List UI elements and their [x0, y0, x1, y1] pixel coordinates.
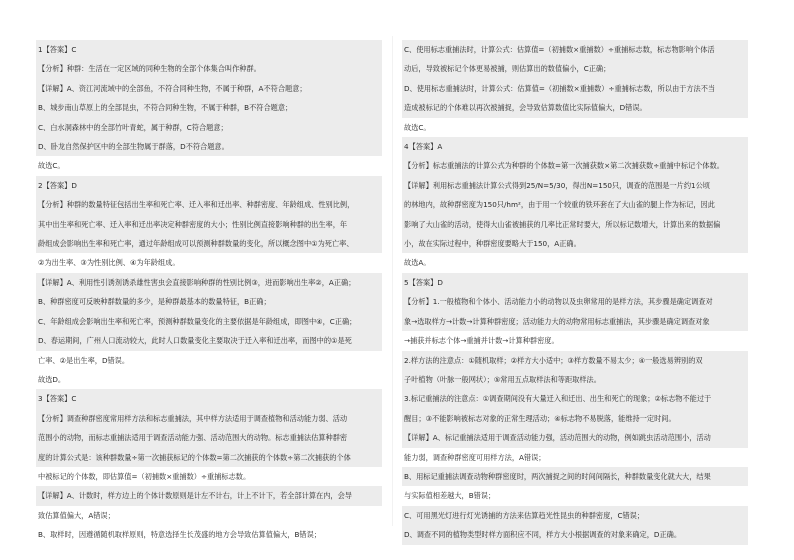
text-line: 【详解】A、计数时，样方边上的个体计数原则是计左不计右，计上不计下，若全部计算在内，会导: [36, 486, 382, 505]
text-line: 子叶植物（叶脉一般网状）；⑤常用五点取样法和等距取样法。: [402, 370, 748, 389]
text-line: 【分析】1.一般植物和个体小、活动能力小的动物以及虫卵常用的是样方法，其步骤是确定调查对: [402, 292, 748, 311]
column-divider: [392, 36, 393, 526]
text-line: 2.样方法的注意点：①随机取样；②样方大小适中；③样方数量不易太少；④一般选易辨别的双: [402, 351, 748, 370]
text-line: 能力弱，调查种群密度可用样方法，A错误；: [404, 452, 546, 462]
text-line: B、城步南山草原上的全部昆虫，不符合同种生物，不属于种群，B不符合题意；: [36, 98, 382, 117]
text-line: 【分析】标志重捕法的计算公式为种群的个体数=第一次捕获数×第二次捕获数÷重捕中标记个体数。: [402, 156, 748, 175]
text-line: D、春运期间，广州人口流动较大，此时人口数量变化主要取决于迁入率和迁出率，而图中的①是死: [36, 331, 382, 350]
text-line: 2【答案】D: [36, 176, 382, 195]
text-line: 造成被标记的个体难以再次被捕捉，会导致估算数值比实际值偏大，D错误。: [402, 98, 748, 117]
text-line: C、白水洞森林中的全部竹叶青蛇，属于种群，C符合题意；: [36, 118, 382, 137]
right-column: [402, 40, 748, 545]
text-line: D、调查不同的植物类型时样方面积应不同，样方大小根据调查的对象来确定，D正确。: [402, 525, 748, 544]
text-line: 小，故在实际过程中，种群密度要略大于150，A正确。: [402, 234, 748, 253]
text-line: 3【答案】C: [36, 389, 382, 408]
text-line: 龄组成会影响出生率和死亡率，通过年龄组成可以预测种群数量的变化，所以概念图中①为死亡率、: [36, 234, 382, 253]
text-line: 其中出生率和死亡率、迁入率和迁出率决定种群密度的大小；性别比例直接影响种群的出生率，年: [36, 215, 382, 234]
text-line: 3.标记重捕法的注意点：①调查期间没有大量迁入和迁出、出生和死亡的现象；②标志物不能过于: [402, 389, 748, 408]
text-line: 【分析】调查种群密度常用样方法和标志重捕法，其中样方法适用于调查植物和活动能力弱、活动: [36, 409, 382, 428]
text-line: 动后，导致被标记个体更易被捕，则估算出的数值偏小，C正确；: [402, 59, 748, 78]
text-line: 影响了大山雀的活动，使得大山雀被捕获的几率比正常时要大，所以标记数增大，计算出来的数据偏: [402, 215, 748, 234]
text-line: 故选A。: [404, 258, 431, 268]
text-line: 5【答案】D: [402, 273, 748, 292]
text-line: D、使用标志重捕法时，计算公式：估算值=（初捕数×重捕数）÷重捕标志数，所以由于方法不当: [402, 79, 748, 98]
text-line: →捕获并标志个体→重捕并计数→计算种群密度。: [404, 336, 559, 346]
text-line: 亡率、②是出生率，D错误。: [38, 355, 130, 365]
text-line: B、种群密度可反映种群数量的多少，是种群最基本的数量特征，B正确；: [36, 292, 382, 311]
text-line: 【分析】种群：生活在一定区域的同种生物的全部个体集合叫作种群。: [36, 59, 382, 78]
text-line: 范围小的动物，而标志重捕法适用于调查活动能力强、活动范围大的动物。标志重捕法估算种群密: [36, 428, 382, 447]
text-line: 象→选取样方→计数→计算种群密度；活动能力大的动物常用标志重捕法，其步骤是确定调查对象: [402, 312, 748, 331]
text-line: 【详解】A、资江河流域中的全部鱼，不符合同种生物，不属于种群，A不符合题意；: [36, 79, 382, 98]
text-line: 醒目；③不能影响被标志对象的正常生理活动；④标志物不易脱落，能维持一定时间。: [402, 409, 748, 428]
text-line: 故选D。: [38, 374, 66, 384]
text-line: 中被标记的个体数，即估算值=（初捕数×重捕数）÷重捕标志数。: [38, 471, 251, 481]
text-line: 【分析】种群的数量特征包括出生率和死亡率、迁入率和迁出率、种群密度、年龄组成、性别比例，: [36, 195, 382, 214]
text-line: C、使用标志重捕法时，计算公式：估算值=（初捕数×重捕数）÷重捕标志数，标志物影响个体活: [402, 40, 748, 59]
text-line: 【详解】A、利用性引诱剂诱杀雄性害虫会直接影响种群的性别比例③，进而影响出生率②，A正确；: [36, 273, 382, 292]
text-line: B、用标记重捕法调查动物种群密度时，两次捕捉之间的时间间隔长，种群数量变化就大大，结果: [402, 467, 748, 486]
text-line: 4【答案】A: [402, 137, 748, 156]
left-column: [36, 40, 382, 545]
text-line: 度的计算公式是：该种群数量÷第一次捕获标记的个体数=第二次捕获的个体数÷第二次捕获的个体: [36, 448, 382, 467]
text-line: 与实际值相差越大，B错误；: [404, 491, 496, 501]
text-line: 【详解】A、标记重捕法适用于调查活动能力强，活动范围大的动物，例如跳虫活动范围小，活动: [402, 428, 748, 447]
text-line: B、取样时，因遵循随机取样原则，特意选择生长茂盛的地方会导致估算值偏大，B错误；: [38, 530, 321, 540]
text-line: 的林地内，故种群密度为150只/hm²，由于用一个较重的铁环套在了大山雀的腿上作为标记，因此: [402, 195, 748, 214]
text-line: C、可用黑光灯进行灯光诱捕的方法来估算趋光性昆虫的种群密度，C错误；: [402, 506, 748, 525]
text-line: 故选C。: [404, 122, 431, 132]
text-line: D、卧龙自然保护区中的全部生物属于群落，D不符合题意。: [36, 137, 382, 156]
text-line: 【详解】利用标志重捕法计算公式得到25/N=5/30，得出N=150只，调查的范围是一片约1公顷: [402, 176, 748, 195]
text-line: 1【答案】C: [36, 40, 382, 59]
text-line: 致估算值偏大，A错误；: [38, 510, 115, 520]
text-line: 故选C。: [38, 161, 65, 171]
text-line: C、年龄组成会影响出生率和死亡率，预测种群数量变化的主要依据是年龄组成，即图中④，C正确；: [36, 312, 382, 331]
text-line: ②为出生率、③为性别比例、④为年龄组成。: [38, 258, 180, 268]
